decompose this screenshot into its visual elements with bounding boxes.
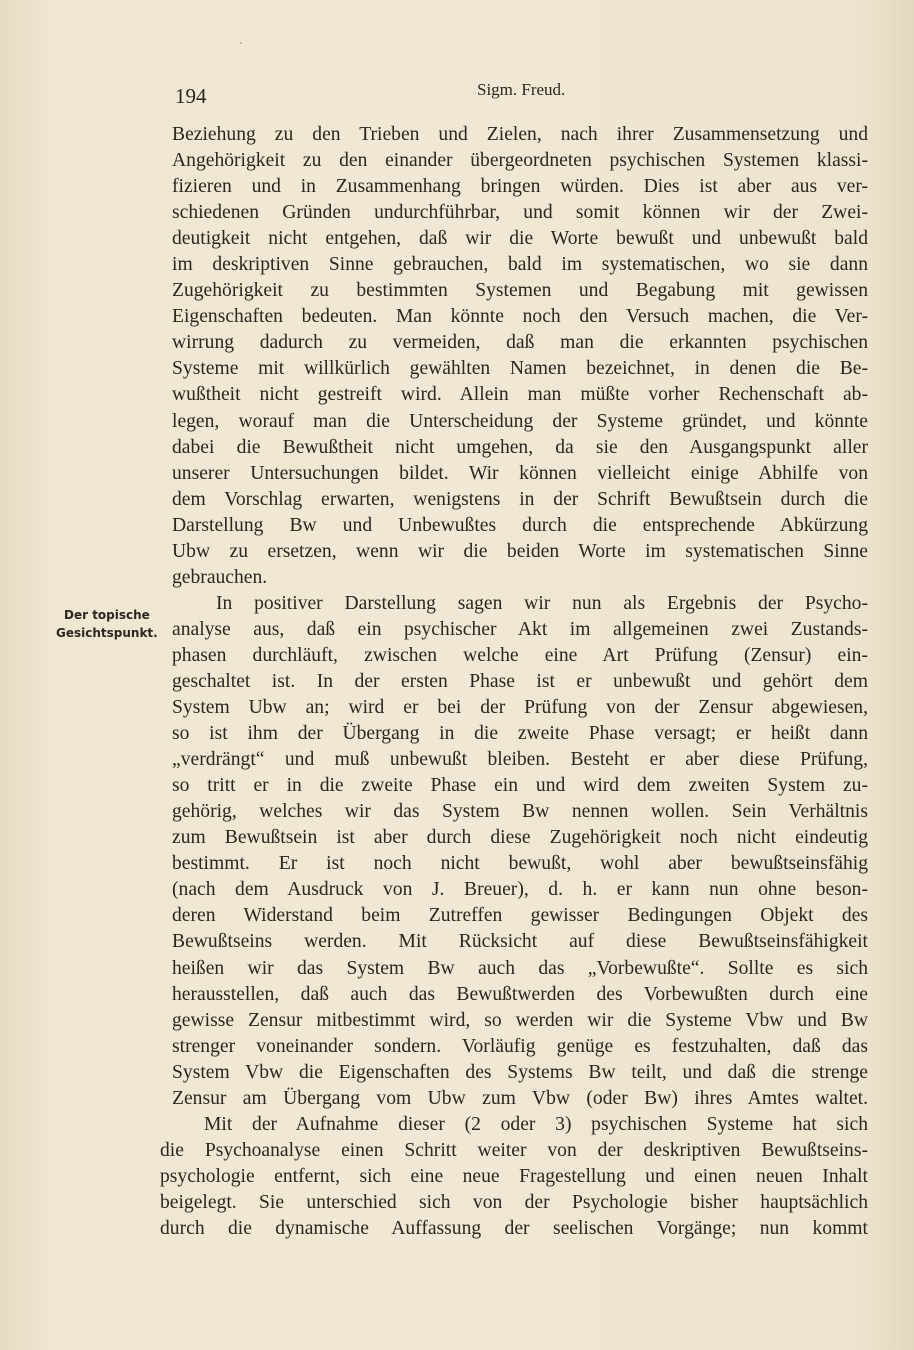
text-line: zum Bewußtsein ist aber durch diese Zugehörigkeit noch nicht eindeutig [172, 827, 868, 849]
text-line: psychologie entfernt, sich eine neue Fragestellung und einen neuen Inhalt [160, 1165, 868, 1187]
text-line: System Vbw die Eigenschaften des Systems Bw teilt, und daß die strenge [172, 1061, 868, 1083]
text-line: Beziehung zu den Trieben und Zielen, nach ihrer Zusammensetzung und [172, 124, 868, 145]
text-line: System Ubw an; wird er bei der Prüfung von der Zensur abgewiesen, [172, 697, 868, 719]
margin-note [56, 606, 186, 642]
text-line: Eigenschaften bedeuten. Man könnte noch den Versuch machen, die Ver- [172, 306, 868, 328]
text-line: im deskriptiven Sinne gebrauchen, bald im systematischen, wo sie dann [172, 254, 868, 276]
text-line: herausstellen, daß auch das Bewußtwerden des Vorbewußten durch eine [172, 983, 868, 1005]
text-line: phasen durchläuft, zwischen welche eine Art Prüfung (Zensur) ein- [172, 644, 868, 666]
text-line: dem Vorschlag erwarten, wenigstens in der Schrift Bewußtsein durch die [172, 488, 868, 510]
text-line: geschaltet ist. In der ersten Phase ist er unbewußt und gehört dem [172, 670, 868, 692]
text-line: heißen wir das System Bw auch das „Vorbewußte“. Sollte es sich [172, 957, 868, 979]
text-line: Darstellung Bw und Unbewußtes durch die entsprechende Abkürzung [172, 514, 868, 536]
text-line: (nach dem Ausdruck von J. Breuer), d. h. er kann nun ohne beson- [172, 879, 868, 901]
paper-speck [240, 42, 242, 44]
text-line: wußtheit nicht gestreift wird. Allein man müßte vorher Rechenschaft ab- [172, 384, 868, 406]
text-line: deutigkeit nicht entgehen, daß wir die Worte bewußt und unbewußt bald [172, 228, 868, 250]
text-line: Systeme mit willkürlich gewählten Namen bezeichnet, in denen die Be- [172, 358, 868, 380]
text-line: gehörig, welches wir das System Bw nennen wollen. Sein Verhältnis [172, 801, 868, 823]
text-line: strenger voneinander sondern. Vorläufig genüge es festzuhalten, daß das [172, 1035, 868, 1057]
text-line: Angehörigkeit zu den einander übergeordneten psychischen Systemen klassi- [172, 150, 868, 172]
running-head-author: Sigm. Freud. [477, 80, 566, 99]
text-line: beigelegt. Sie unterschied sich von der Psychologie bisher hauptsächlich [160, 1191, 868, 1213]
paragraph-3 [160, 1112, 868, 1242]
paragraph-1 [172, 122, 868, 591]
text-line: schiedenen Gründen undurchführbar, und somit können wir der Zwei- [172, 202, 868, 224]
margin-note-line: Gesichtspunkt. [56, 626, 158, 640]
text-line: fizieren und in Zusammenhang bringen würden. Dies ist aber aus ver- [172, 176, 868, 198]
text-line: analyse aus, daß ein psychischer Akt im allgemeinen zwei Zustands- [172, 618, 868, 640]
text-line: „verdrängt“ und muß unbewußt bleiben. Besteht er aber diese Prüfung, [172, 749, 868, 771]
text-line: In positiver Darstellung sagen wir nun als Ergebnis der Psycho- [216, 592, 868, 614]
running-head [0, 78, 914, 108]
text-line: Mit der Aufnahme dieser (2 oder 3) psychischen Systeme hat sich [204, 1113, 868, 1135]
text-line: wirrung dadurch zu vermeiden, daß man die erkannten psychischen [172, 332, 868, 354]
text-line: dabei die Bewußtheit nicht umgehen, da sie den Ausgangspunkt aller [172, 436, 868, 458]
paragraph-2 [172, 591, 868, 1112]
page-number: 194 [175, 84, 207, 108]
text-line: deren Widerstand beim Zutreffen gewisser Bedingungen Objekt des [172, 905, 868, 927]
text-line: so ist ihm der Übergang in die zweite Phase versagt; er heißt dann [172, 723, 868, 745]
text-line: Ubw zu ersetzen, wenn wir die beiden Worte im systematischen Sinne [172, 540, 868, 562]
text-line: gebrauchen. [172, 566, 268, 588]
text-line: so tritt er in die zweite Phase ein und wird dem zweiten System zu- [172, 775, 868, 797]
text-line: bestimmt. Er ist noch nicht bewußt, wohl aber bewußtseinsfähig [172, 853, 868, 875]
text-line: Zugehörigkeit zu bestimmten Systemen und Begabung mit gewissen [172, 280, 868, 302]
text-line: gewisse Zensur mitbestimmt wird, so werden wir die Systeme Vbw und Bw [172, 1009, 868, 1031]
body-text [160, 122, 868, 1242]
text-line: die Psychoanalyse einen Schritt weiter von der deskriptiven Bewußtseins- [160, 1139, 868, 1161]
text-line: Bewußtseins werden. Mit Rücksicht auf diese Bewußtseinsfähigkeit [172, 931, 868, 953]
text-line: Zensur am Übergang vom Ubw zum Vbw (oder Bw) ihres Amtes waltet. [172, 1087, 868, 1109]
margin-note-line: Der topische [64, 608, 150, 622]
text-line: legen, worauf man die Unterscheidung der Systeme gründet, und könnte [172, 410, 868, 432]
text-line: unserer Untersuchungen bildet. Wir können vielleicht einige Abhilfe von [172, 462, 868, 484]
text-line: durch die dynamische Auffassung der seelischen Vorgänge; nun kommt [160, 1217, 868, 1239]
